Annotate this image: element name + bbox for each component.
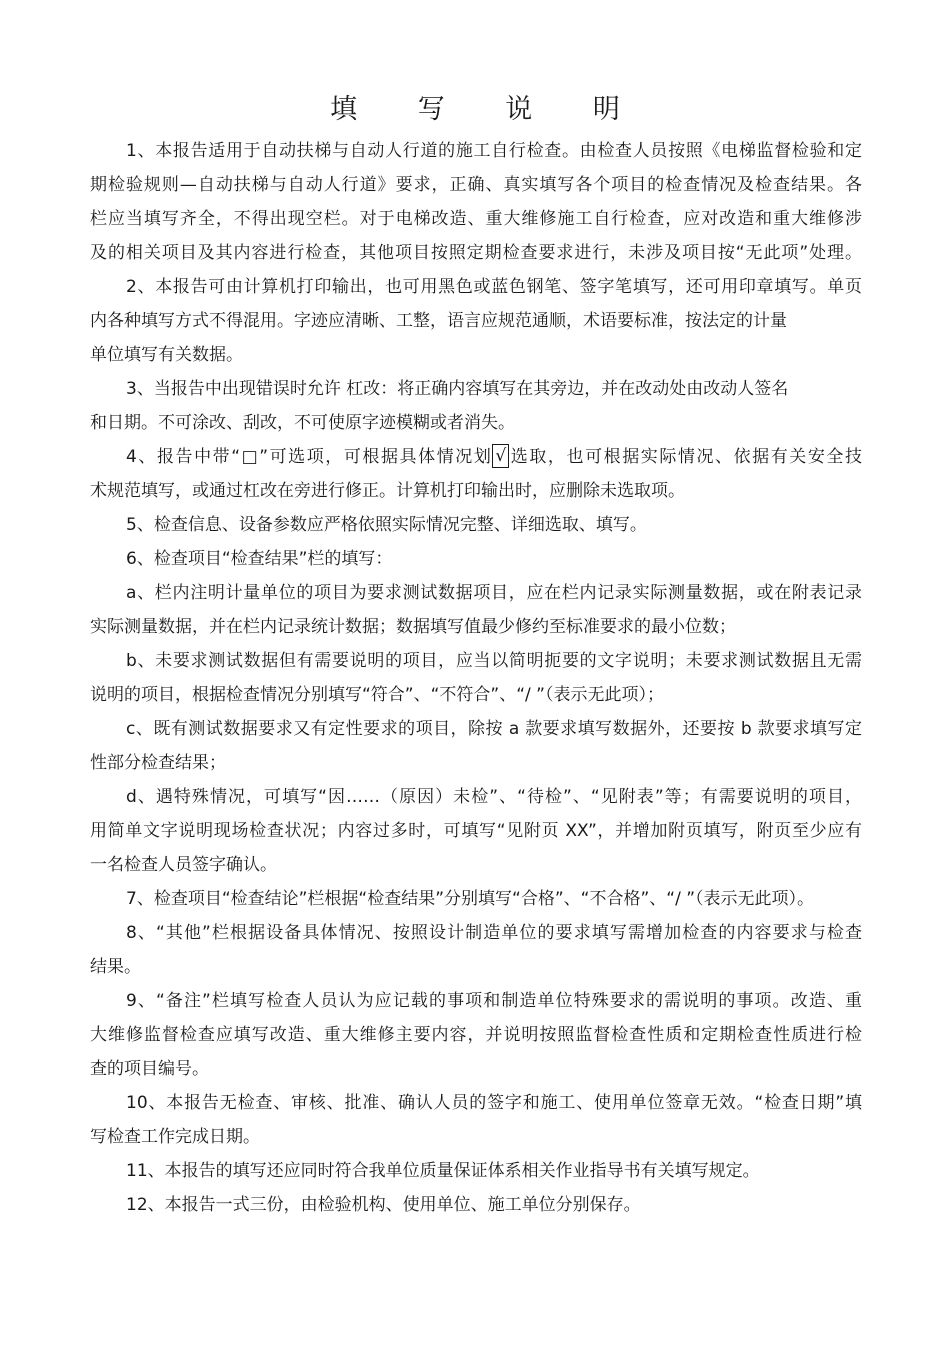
paragraph-11-line-1: 11、本报告的填写还应同时符合我单位质量保证体系相关作业指导书有关填写规定。 <box>126 1161 760 1181</box>
paragraph-3-line-1: 3、当报告中出现错误时允许 杠改：将正确内容填写在其旁边，并在改动处由改动人签名 <box>126 379 789 399</box>
paragraph-1-line-3: 栏应当填写齐全，不得出现空栏。对于电梯改造、重大维修施工自行检查，应对改造和重大维修涉 <box>90 209 862 229</box>
item-c-line-1: c、既有测试数据要求又有定性要求的项目，除按 a 款要求填写数据外，还要按 b 款要求填写定 <box>126 719 862 739</box>
paragraph-3-line-2: 和日期。不可涂改、刮改，不可使原字迹模糊或者消失。 <box>90 413 515 433</box>
item-d-line-3: 一名检查人员签字确认。 <box>90 855 277 875</box>
paragraph-4-line-2: 术规范填写，或通过杠改在旁进行修正。计算机打印输出时，应删除未选取项。 <box>90 481 685 501</box>
item-c-line-2: 性部分检查结果； <box>90 753 226 773</box>
item-d-line-1: d、遇特殊情况，可填写“因……（原因）未检”、“待检”、“见附表”等；有需要说明的项目， <box>126 787 862 807</box>
check-mark-icon: √ <box>492 444 509 468</box>
paragraph-5-line-1: 5、检查信息、设备参数应严格依照实际情况完整、详细选取、填写。 <box>126 515 647 535</box>
document-body <box>90 134 862 1222</box>
paragraph-4-line-1 <box>90 440 862 474</box>
paragraph-1-line-1: 1、本报告适用于自动扶梯与自动人行道的施工自行检查。由检查人员按照《电梯监督检验和定 <box>126 141 862 161</box>
item-b-line-2: 说明的项目，根据检查情况分别填写“符合”、“不符合”、“/ ”（表示无此项）； <box>90 685 664 705</box>
paragraph-9-line-2: 大维修监督检查应填写改造、重大维修主要内容，并说明按照监督检查性质和定期检查性质进行检 <box>90 1025 862 1045</box>
paragraph-12-line-1: 12、本报告一式三份，由检验机构、使用单位、施工单位分别保存。 <box>126 1195 641 1215</box>
paragraph-2-line-2: 内各种填写方式不得混用。字迹应清晰、工整，语言应规范通顺，术语要标准，按法定的计量 <box>90 311 787 331</box>
paragraph-9-line-3: 查的项目编号。 <box>90 1059 209 1079</box>
page-title: 填 写 说 明 <box>330 94 646 125</box>
item-b-line-1: b、未要求测试数据但有需要说明的项目，应当以简明扼要的文字说明；未要求测试数据且无需 <box>126 651 862 671</box>
paragraph-9-line-1: 9、“备注”栏填写检查人员认为应记载的事项和制造单位特殊要求的需说明的事项。改造、重 <box>126 991 862 1011</box>
paragraph-1-line-4: 及的相关项目及其内容进行检查，其他项目按照定期检查要求进行，未涉及项目按“无此项”处理。 <box>90 243 862 263</box>
paragraph-4-text-after-mark: 选取，也可根据实际情况、依据有关安全技 <box>509 447 862 467</box>
paragraph-10-line-1: 10、本报告无检查、审核、批准、确认人员的签字和施工、使用单位签章无效。“检查日期”填 <box>126 1093 862 1113</box>
item-a-line-1: a、栏内注明计量单位的项目为要求测试数据项目，应在栏内记录实际测量数据，或在附表记录 <box>126 583 862 603</box>
paragraph-1-line-2: 期检验规则—自动扶梯与自动人行道》要求，正确、真实填写各个项目的检查情况及检查结果。各 <box>90 175 862 195</box>
paragraph-8-line-2: 结果。 <box>90 957 141 977</box>
paragraph-8-line-1: 8、“其他”栏根据设备具体情况、按照设计制造单位的要求填写需增加检查的内容要求与检查 <box>126 923 862 943</box>
paragraph-4-text-before-mark: 4、报告中带“□”可选项，可根据具体情况划 <box>126 447 493 467</box>
paragraph-6-line-1: 6、检查项目“检查结果”栏的填写： <box>126 549 393 569</box>
paragraph-2-line-3: 单位填写有关数据。 <box>90 345 243 365</box>
item-a-line-2: 实际测量数据，并在栏内记录统计数据；数据填写值最少修约至标准要求的最小位数； <box>90 617 736 637</box>
item-d-line-2: 用简单文字说明现场检查状况；内容过多时，可填写“见附页 XX”，并增加附页填写，附页至少应有 <box>90 821 862 841</box>
paragraph-10-line-2: 写检查工作完成日期。 <box>90 1127 260 1147</box>
paragraph-2-line-1: 2、本报告可由计算机打印输出，也可用黑色或蓝色钢笔、签字笔填写，还可用印章填写。单页 <box>126 277 862 297</box>
paragraph-7-line-1: 7、检查项目“检查结论”栏根据“检查结果”分别填写“合格”、“不合格”、“/ ”（表示无此项）。 <box>126 889 815 909</box>
